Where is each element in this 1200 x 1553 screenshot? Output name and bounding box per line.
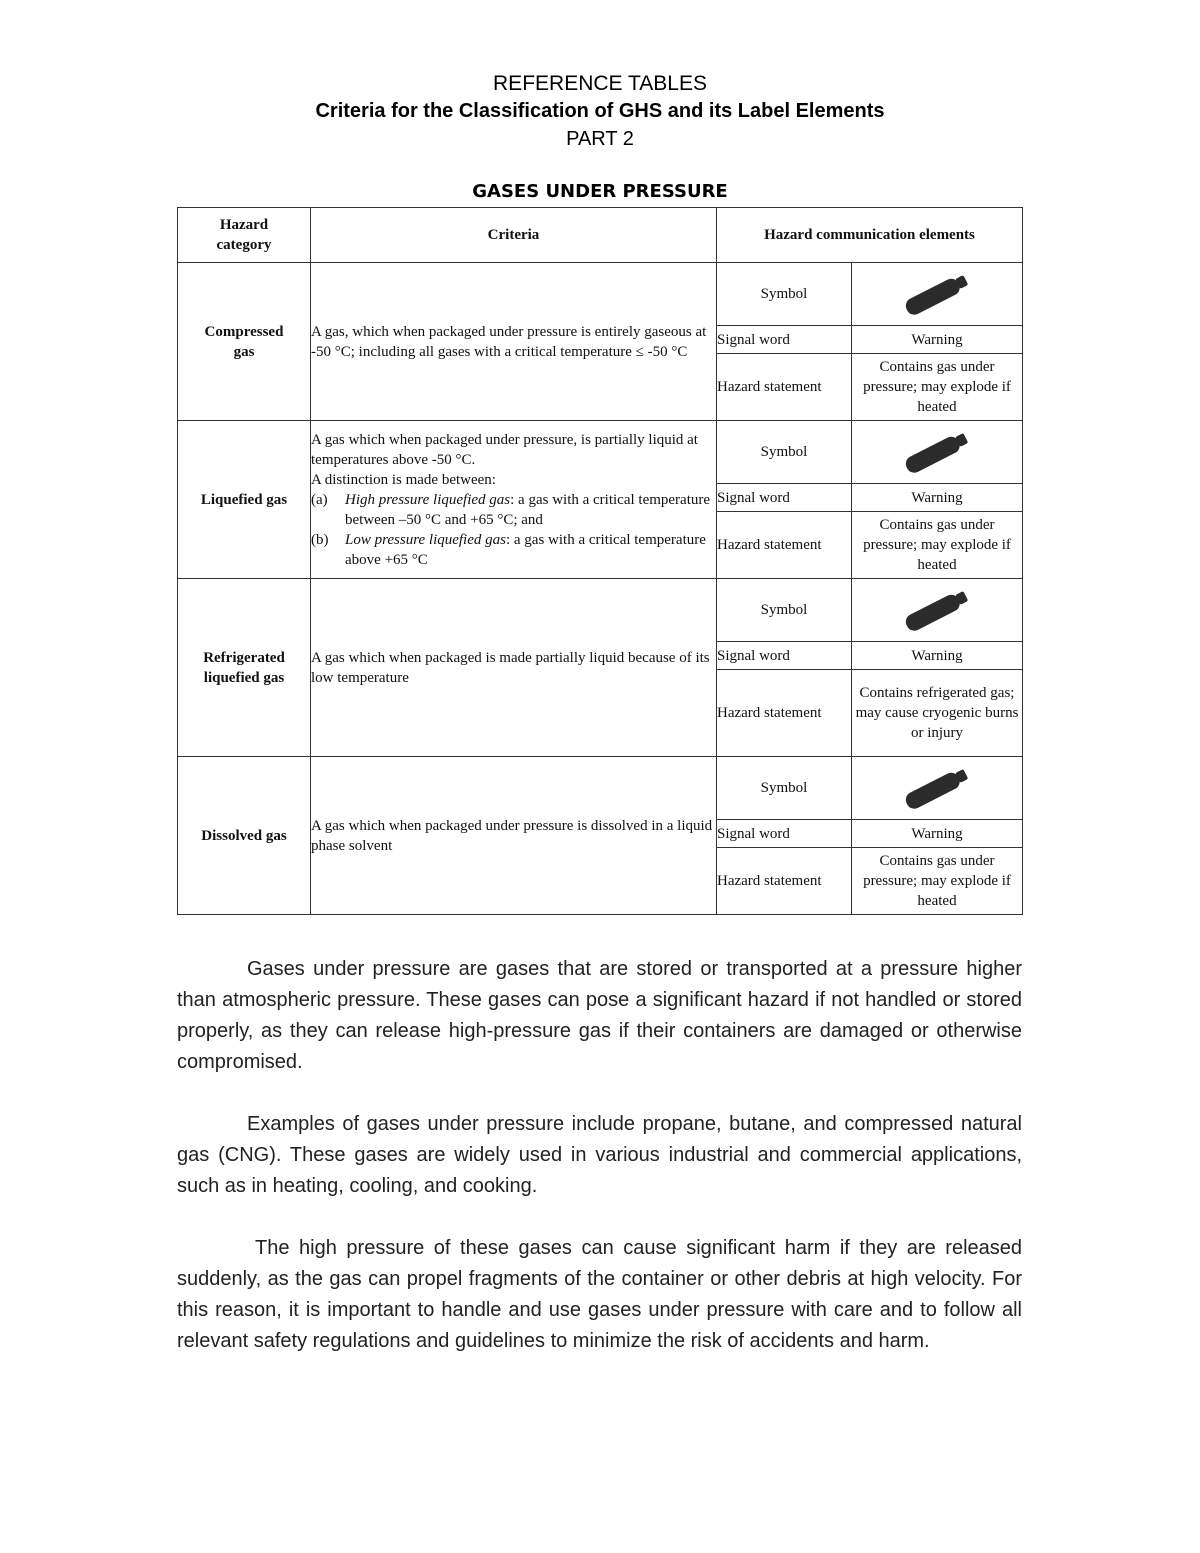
document-part: PART 2 — [566, 128, 634, 150]
criteria-item-a: (a) High pressure liquefied gas: a gas with a critical temperature between –50 °C and +65 °C; and — [311, 491, 711, 528]
category-dissolved-gas: Dissolved gas — [178, 757, 311, 915]
paragraph-examples: Examples of gases under pressure include propane, butane, and compressed natural gas (CNG). These gases are widely used in various industrial and commercial applications, such as in heating, cooling, and cooking. — [177, 1113, 1022, 1197]
table-header-row — [178, 208, 1023, 263]
criteria-dissolved-gas: A gas which when packaged under pressure is dissolved in a liquid phase solvent — [311, 757, 717, 915]
category-refrigerated-liquefied-gas: Refrigerated liquefied gas — [178, 579, 311, 757]
signal-word-label: Signal word — [717, 484, 852, 512]
symbol-label: Symbol — [717, 263, 852, 326]
table-row — [178, 579, 1023, 642]
document-title: REFERENCE TABLES — [493, 72, 707, 95]
symbol-label: Symbol — [717, 757, 852, 820]
gas-cylinder-icon — [897, 272, 977, 316]
criteria-refrigerated-liquefied-gas: A gas which when packaged is made partially liquid because of its low temperature — [311, 579, 717, 757]
symbol-cell — [852, 263, 1023, 326]
symbol-label: Symbol — [717, 421, 852, 484]
symbol-label: Symbol — [717, 579, 852, 642]
criteria-compressed-gas: A gas, which when packaged under pressure is entirely gaseous at -50 °C; including all gases with a critical temperature ≤ -50 °C — [311, 263, 717, 421]
header-hazard-category: Hazard category — [178, 208, 311, 263]
table-row — [178, 757, 1023, 820]
signal-word-value: Warning — [852, 642, 1023, 670]
signal-word-value: Warning — [852, 484, 1023, 512]
criteria-liquefied-gas — [311, 421, 717, 579]
hazard-statement-value: Contains gas under pressure; may explode if heated — [852, 354, 1023, 421]
header-criteria: Criteria — [311, 208, 717, 263]
document-subtitle: Criteria for the Classification of GHS and its Label Elements — [315, 100, 885, 122]
hazard-statement-value: Contains gas under pressure; may explode if heated — [852, 848, 1023, 915]
gas-cylinder-icon — [897, 430, 977, 474]
signal-word-label: Signal word — [717, 642, 852, 670]
table-row — [178, 421, 1023, 484]
symbol-cell — [852, 421, 1023, 484]
symbol-cell — [852, 579, 1023, 642]
signal-word-value: Warning — [852, 820, 1023, 848]
hazard-statement-label: Hazard statement — [717, 512, 852, 579]
criteria-liquefied-gas-text: A gas which when packaged under pressure, is partially liquid at temperatures above -50 °C. — [311, 431, 698, 468]
category-liquefied-gas: Liquefied gas — [178, 421, 311, 579]
gases-under-pressure-table — [177, 207, 1023, 915]
signal-word-value: Warning — [852, 326, 1023, 354]
hazard-statement-label: Hazard statement — [717, 670, 852, 757]
header-hazard-communication: Hazard communication elements — [717, 208, 1023, 263]
hazard-statement-value: Contains gas under pressure; may explode if heated — [852, 512, 1023, 579]
signal-word-label: Signal word — [717, 326, 852, 354]
criteria-item-b: (b) Low pressure liquefied gas: a gas with a critical temperature above +65 °C — [311, 531, 706, 568]
hazard-statement-label: Hazard statement — [717, 354, 852, 421]
paragraph-definition: Gases under pressure are gases that are stored or transported at a pressure higher than atmospheric pressure. These gases can pose a significant hazard if not handled or stored properly, as they can release high-pressure gas if their containers are damaged or otherwise compromised. — [177, 958, 1022, 1073]
symbol-cell — [852, 757, 1023, 820]
signal-word-label: Signal word — [717, 820, 852, 848]
gas-cylinder-icon — [897, 588, 977, 632]
hazard-statement-value: Contains refrigerated gas; may cause cryogenic burns or injury — [852, 670, 1023, 757]
table-row — [178, 263, 1023, 326]
table-title: GASES UNDER PRESSURE — [472, 181, 728, 202]
paragraph-safety: The high pressure of these gases can cause significant harm if they are released suddenly, as the gas can propel fragments of the container or other debris at high velocity. For this reason, it is important to handle and use gases under pressure with care and to follow all relevant safety regulations and guidelines to minimize the risk of accidents and harm. — [177, 1237, 1022, 1352]
hazard-statement-label: Hazard statement — [717, 848, 852, 915]
criteria-liquefied-gas-intro: A distinction is made between: — [311, 471, 496, 488]
category-compressed-gas: Compressed gas — [178, 263, 311, 421]
gas-cylinder-icon — [897, 766, 977, 810]
